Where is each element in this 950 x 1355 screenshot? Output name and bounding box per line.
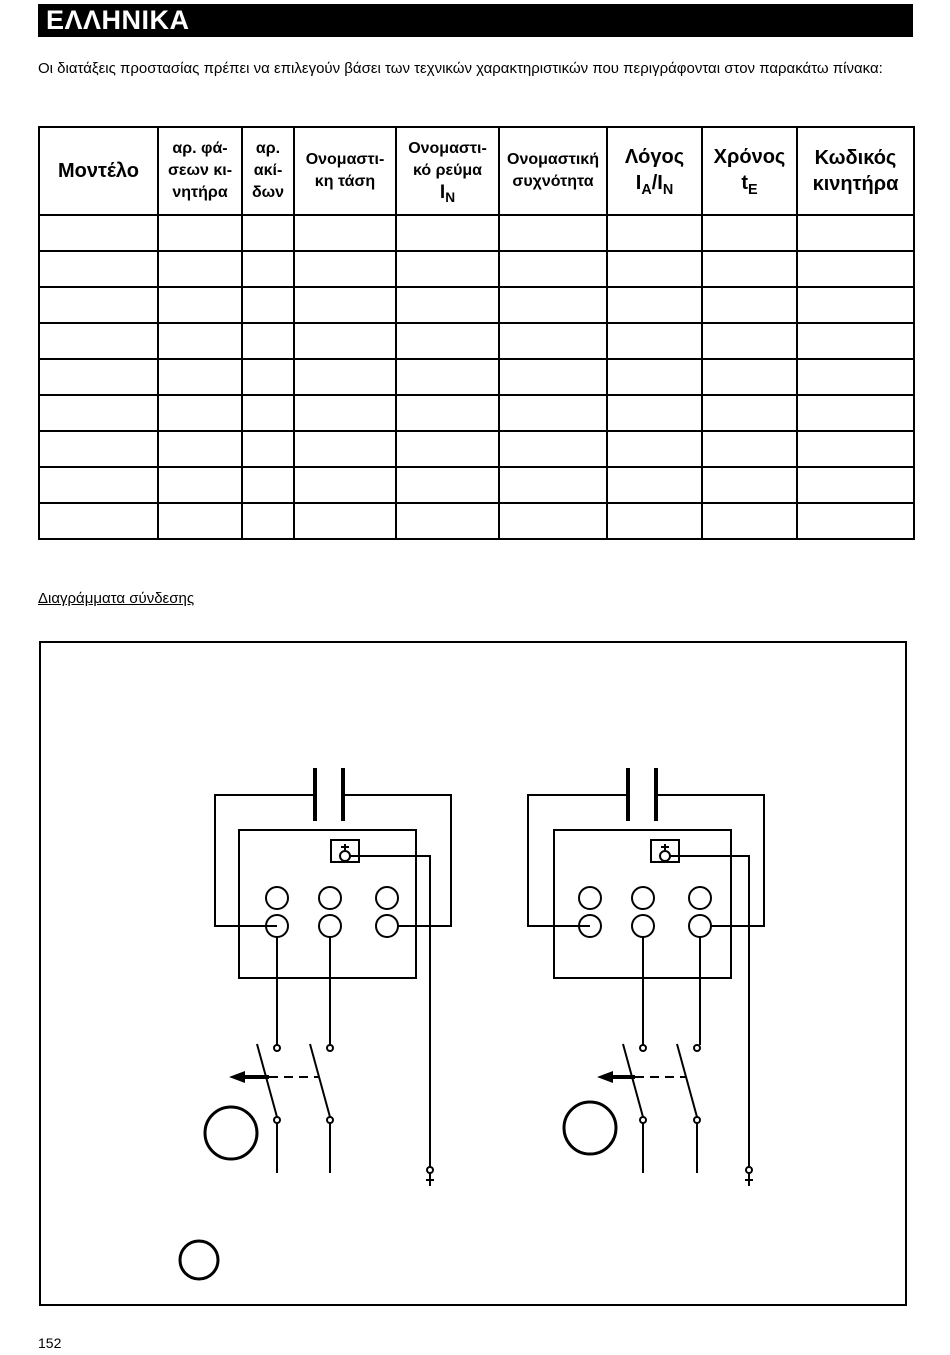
table-cell[interactable] [797, 287, 914, 323]
switch-blade [677, 1044, 697, 1117]
table-row [39, 359, 914, 395]
wiring-diagram-right [528, 768, 764, 1186]
table-cell[interactable] [39, 431, 158, 467]
terminal [632, 915, 654, 937]
table-cell[interactable] [702, 215, 797, 251]
table-cell[interactable] [396, 503, 499, 539]
connection-diagrams-link[interactable]: Διαγράμματα σύνδεσης [38, 590, 195, 607]
table-cell[interactable] [499, 359, 607, 395]
table-cell[interactable] [797, 503, 914, 539]
table-cell[interactable] [396, 395, 499, 431]
table-row [39, 395, 914, 431]
blank-callout-circle [205, 1107, 257, 1159]
table-cell[interactable] [242, 467, 294, 503]
table-row [39, 287, 914, 323]
table-cell[interactable] [294, 467, 396, 503]
col-frequency: Ονομαστική συχνότητα [499, 127, 607, 215]
table-cell[interactable] [797, 395, 914, 431]
table-cell[interactable] [294, 251, 396, 287]
table-cell[interactable] [499, 323, 607, 359]
table-cell[interactable] [242, 503, 294, 539]
earth-wire [350, 856, 430, 1167]
table-cell[interactable] [607, 287, 702, 323]
capacitor-wire [656, 795, 764, 926]
table-cell[interactable] [242, 323, 294, 359]
switch-blade [623, 1044, 643, 1117]
col-current: Ονομαστι- κό ρεύμα $I_N$ [396, 127, 499, 215]
wiring-diagram-left [205, 768, 451, 1186]
col-voltage: Ονομαστι- κη τάση [294, 127, 396, 215]
switch-blade [310, 1044, 330, 1117]
switch-blade [257, 1044, 277, 1117]
table-row [39, 431, 914, 467]
table-cell[interactable] [158, 431, 242, 467]
table-cell[interactable] [242, 251, 294, 287]
blank-callout-circle [564, 1102, 616, 1154]
table-cell[interactable] [499, 503, 607, 539]
table-cell[interactable] [294, 359, 396, 395]
table-header-row [39, 127, 914, 215]
col-poles: αρ. ακί- δων [242, 127, 294, 215]
table-cell[interactable] [396, 323, 499, 359]
table-cell[interactable] [499, 287, 607, 323]
table-cell[interactable] [396, 287, 499, 323]
table-cell[interactable] [396, 251, 499, 287]
table-cell[interactable] [797, 251, 914, 287]
table-cell[interactable] [702, 323, 797, 359]
table-cell[interactable] [294, 215, 396, 251]
terminal [376, 915, 398, 937]
table-row [39, 251, 914, 287]
table-cell[interactable] [39, 503, 158, 539]
table-cell[interactable] [499, 431, 607, 467]
table-cell[interactable] [294, 395, 396, 431]
table-cell[interactable] [158, 359, 242, 395]
table-cell[interactable] [607, 359, 702, 395]
table-cell[interactable] [294, 287, 396, 323]
capacitor-wire [528, 795, 628, 926]
table-cell[interactable] [158, 395, 242, 431]
table-cell[interactable] [607, 467, 702, 503]
table-cell[interactable] [607, 251, 702, 287]
table-cell[interactable] [499, 467, 607, 503]
terminal [632, 887, 654, 909]
table-cell[interactable] [242, 215, 294, 251]
col-model: Μοντέλο [39, 127, 158, 215]
table-cell[interactable] [396, 359, 499, 395]
terminal [319, 915, 341, 937]
table-cell[interactable] [797, 431, 914, 467]
terminal [689, 887, 711, 909]
connection-diagram-frame [39, 641, 907, 1306]
table-row [39, 467, 914, 503]
table-cell[interactable] [294, 431, 396, 467]
table-cell[interactable] [396, 215, 499, 251]
table-cell[interactable] [158, 467, 242, 503]
table-cell[interactable] [158, 503, 242, 539]
col-time: Χρόνος $t_E$ [702, 127, 797, 215]
header-title: ΕΛΛΗΝΙΚΑ [46, 5, 190, 35]
col-motor-code: Κωδικός κινητήρα [797, 127, 914, 215]
table-cell[interactable] [702, 503, 797, 539]
table-cell[interactable] [702, 359, 797, 395]
table-cell[interactable] [499, 395, 607, 431]
table-cell[interactable] [39, 395, 158, 431]
table-row [39, 215, 914, 251]
table-cell[interactable] [39, 467, 158, 503]
table-cell[interactable] [797, 467, 914, 503]
table-cell[interactable] [158, 323, 242, 359]
spec-table [38, 126, 915, 540]
table-cell[interactable] [39, 323, 158, 359]
table-cell[interactable] [294, 503, 396, 539]
table-cell[interactable] [499, 251, 607, 287]
table-cell[interactable] [242, 287, 294, 323]
header-bar [38, 4, 913, 37]
table-cell[interactable] [797, 359, 914, 395]
blank-callout-circle [180, 1241, 218, 1279]
wiring-diagrams [41, 643, 909, 1308]
col-phases: αρ. φά- σεων κι- νητήρα [158, 127, 242, 215]
table-cell[interactable] [396, 431, 499, 467]
terminal [579, 887, 601, 909]
table-cell[interactable] [39, 287, 158, 323]
table-cell[interactable] [607, 503, 702, 539]
intro-paragraph: Οι διατάξεις προστασίας πρέπει να επιλεγούν βάσει των τεχνικών χαρακτηριστικών που περιγράφονται στον παρακάτω πίνακα: [38, 60, 883, 77]
table-body [39, 215, 914, 539]
terminal [266, 887, 288, 909]
table-cell[interactable] [702, 467, 797, 503]
table-row [39, 503, 914, 539]
table-cell[interactable] [294, 323, 396, 359]
terminal [319, 887, 341, 909]
terminal [689, 915, 711, 937]
table-cell[interactable] [702, 251, 797, 287]
table-cell[interactable] [39, 251, 158, 287]
table-cell[interactable] [607, 395, 702, 431]
table-cell[interactable] [396, 467, 499, 503]
table-cell[interactable] [702, 431, 797, 467]
page-number: 152 [38, 1335, 62, 1351]
capacitor-wire [215, 795, 315, 926]
col-ratio: Λόγος $I_A/I_N$ [607, 127, 702, 215]
terminal [376, 887, 398, 909]
table-cell[interactable] [39, 215, 158, 251]
table-cell[interactable] [158, 251, 242, 287]
table-cell[interactable] [242, 395, 294, 431]
table-cell[interactable] [607, 323, 702, 359]
table-cell[interactable] [607, 215, 702, 251]
table-cell[interactable] [797, 215, 914, 251]
table-cell[interactable] [158, 287, 242, 323]
table-cell[interactable] [607, 431, 702, 467]
table-row [39, 323, 914, 359]
table-cell[interactable] [158, 215, 242, 251]
table-cell[interactable] [499, 215, 607, 251]
table-cell[interactable] [242, 431, 294, 467]
terminal-box [239, 830, 416, 978]
table-cell[interactable] [242, 359, 294, 395]
table-cell[interactable] [797, 323, 914, 359]
table-cell[interactable] [702, 395, 797, 431]
table-cell[interactable] [39, 359, 158, 395]
table-cell[interactable] [702, 287, 797, 323]
